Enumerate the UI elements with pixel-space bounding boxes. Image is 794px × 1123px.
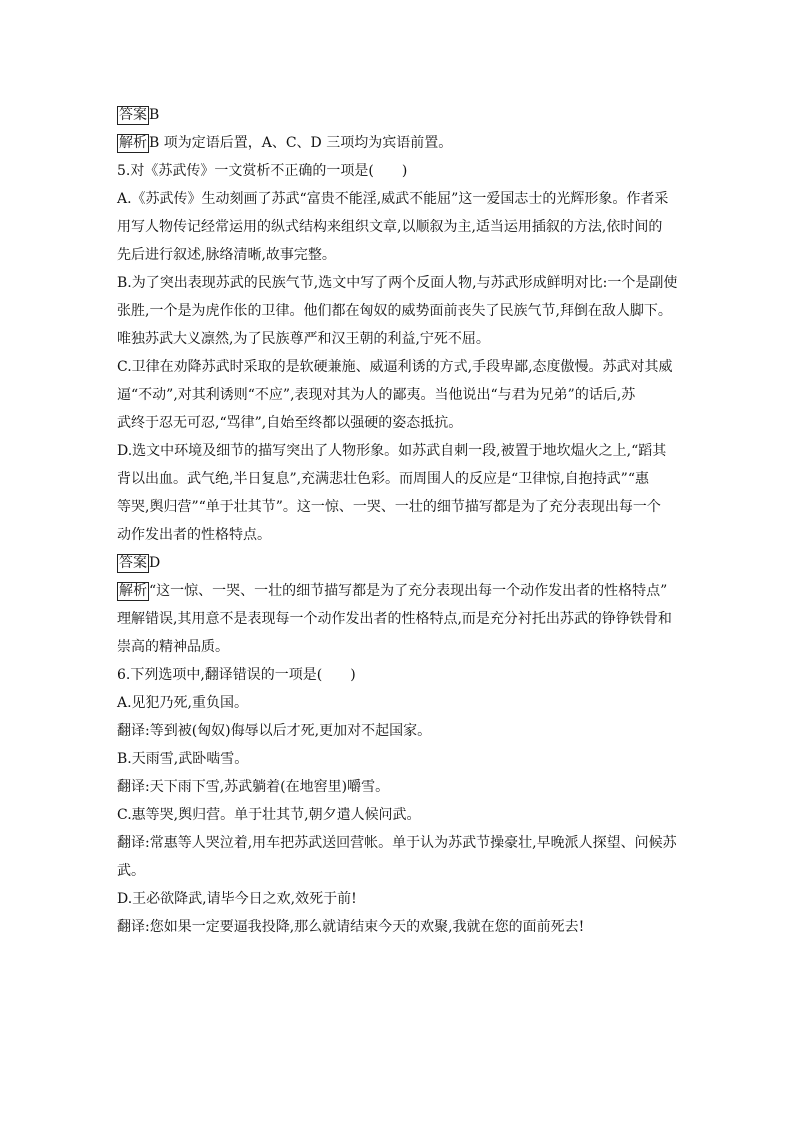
item-sentence: B.天雨雪,武卧啮雪。 (117, 751, 249, 767)
item-sentence: C.惠等哭,舆归营。单于壮其节,朝夕遣人候问武。 (117, 807, 421, 823)
answer-line (117, 101, 685, 129)
answer-label: 答案 (119, 555, 147, 571)
option-text-line: 武终于忍无可忍,“骂律”,自始至终都以强硬的姿态抵抗。 (117, 415, 463, 431)
option-d (117, 437, 685, 549)
analysis-label: 解析 (119, 135, 147, 151)
option-b (117, 269, 685, 353)
option-text-line: A.《苏武传》生动刻画了苏武“富贵不能淫,威武不能屈”这一爱国志士的光辉形象。作者采 (117, 191, 669, 207)
answer-value: B (149, 107, 160, 123)
option-text-line: 先后进行叙述,脉络清晰,故事完整。 (117, 247, 336, 263)
option-text-line: 动作发出者的性格特点。 (117, 527, 271, 543)
option-text-line: 背以出血。武气绝,半日复息”,充满悲壮色彩。而周围人的反应是“卫律惊,自抱持武”“惠 (117, 471, 649, 487)
option-a (117, 185, 685, 269)
answer-label: 答案 (119, 107, 147, 123)
document-page (117, 101, 685, 941)
item-a (117, 689, 685, 745)
option-text-line: 逼“不动”,对其利诱则“不应”,表现对其为人的鄙夷。当他说出“与君为兄弟”的话后,苏 (117, 387, 636, 403)
analysis-text: “这一惊、一哭、一壮的细节描写都是为了充分表现出每一个动作发出者的性格特点” (149, 583, 668, 599)
item-translation: 翻译:等到被(匈奴)侮辱以后才死,更加对不起国家。 (117, 723, 432, 739)
answer-line (117, 549, 685, 577)
item-sentence: A.见犯乃死,重负国。 (117, 695, 249, 711)
item-translation: 武。 (117, 863, 145, 879)
option-text-line: 唯独苏武大义凛然,为了民族尊严和汉王朝的利益,宁死不屈。 (117, 331, 490, 347)
answer-value: D (149, 555, 161, 571)
option-text-line: C.卫律在劝降苏武时采取的是软硬兼施、威逼利诱的方式,手段卑鄙,态度傲慢。苏武对其威 (117, 359, 673, 375)
analysis-line (117, 129, 685, 157)
item-translation: 翻译:您如果一定要逼我投降,那么就请结束今天的欢聚,我就在您的面前死去! (117, 919, 585, 935)
item-d (117, 885, 685, 941)
option-c (117, 353, 685, 437)
analysis-block (117, 577, 685, 661)
option-text-line: 等哭,舆归营”“单于壮其节”。这一惊、一哭、一壮的细节描写都是为了充分表现出每一个 (117, 499, 661, 515)
question-5-stem: 5.对《苏武传》一文赏析不正确的一项是( ) (117, 163, 408, 179)
analysis-text: B 项为定语后置，A、C、D 三项均为宾语前置。 (149, 135, 453, 151)
item-sentence: D.王必欲降武,请毕今日之欢,效死于前! (117, 891, 357, 907)
option-text-line: D.选文中环境及细节的描写突出了人物形象。如苏武自刺一段,被置于地坎煴火之上,“蹈其 (117, 443, 667, 459)
item-translation: 翻译:常惠等人哭泣着,用车把苏武送回营帐。单于认为苏武节操豪壮,早晚派人探望、问候苏 (117, 835, 677, 851)
option-text-line: 用写人物传记经常运用的纵式结构来组织文章,以顺叙为主,适当运用插叙的方法,依时间的 (117, 219, 663, 235)
analysis-label: 解析 (119, 583, 147, 599)
option-text-line: B.为了突出表现苏武的民族气节,选文中写了两个反面人物,与苏武形成鲜明对比:一个是副使 (117, 275, 678, 291)
analysis-text: 崇高的精神品质。 (117, 639, 229, 655)
item-c (117, 801, 685, 885)
item-b (117, 745, 685, 801)
option-text-line: 张胜,一个是为虎作伥的卫律。他们都在匈奴的威势面前丧失了民族气节,拜倒在敌人脚下。 (117, 303, 672, 319)
question-6-stem: 6.下列选项中,翻译错误的一项是( ) (117, 667, 356, 683)
analysis-line (117, 577, 685, 605)
item-translation: 翻译:天下雨下雪,苏武躺着(在地窖里)嚼雪。 (117, 779, 390, 795)
analysis-text: 理解错误,其用意不是表现每一个动作发出者的性格特点,而是充分衬托出苏武的铮铮铁骨和 (117, 611, 672, 627)
